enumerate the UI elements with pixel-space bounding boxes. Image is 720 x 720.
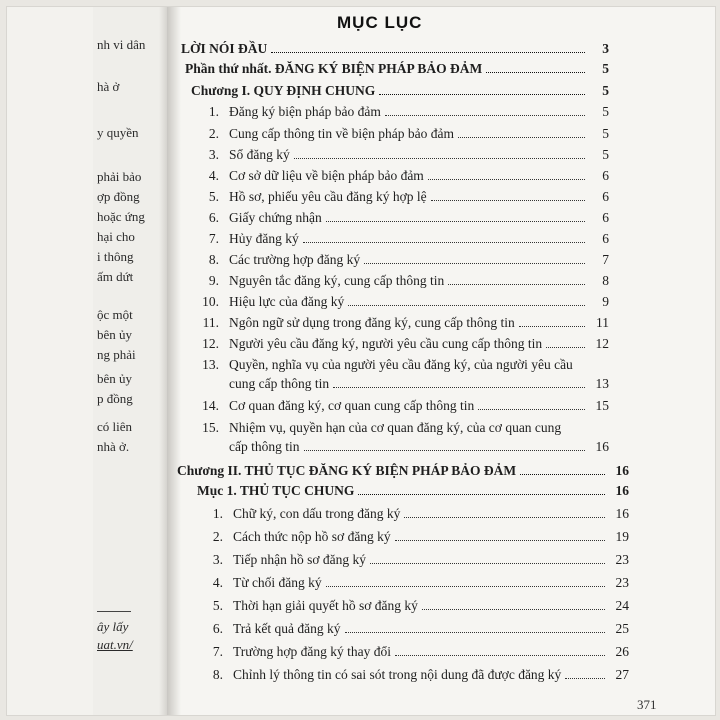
toc-entry-page: 5: [602, 61, 609, 76]
footnote-link: uat.vn/: [97, 637, 133, 652]
toc-entry-number: 2.: [208, 126, 219, 141]
toc-entry-label: Cách thức nộp hồ sơ đăng ký: [233, 529, 391, 544]
toc-entry-first-line: [193, 353, 609, 373]
photo-frame: [6, 6, 716, 716]
toc-entry-number: 4.: [208, 168, 219, 183]
toc-entry: [197, 502, 629, 522]
toc-entry-label: Tiếp nhận hồ sơ đăng ký: [233, 552, 367, 567]
toc-entry-page: 16: [615, 483, 629, 498]
leader-dots: [565, 678, 605, 679]
right-page: [167, 7, 715, 715]
toc-entry-label: Trả kết quả đăng ký: [233, 621, 341, 636]
toc-entry-page: 8: [602, 273, 609, 288]
toc-entry-number: 2.: [212, 529, 223, 544]
toc-entry-preface: [181, 37, 609, 57]
toc-entry-page: 7: [602, 252, 609, 267]
leader-dots: [304, 450, 586, 451]
toc-entry-page: 19: [615, 529, 629, 544]
toc-entry-page: 6: [602, 189, 609, 204]
leader-dots: [303, 242, 585, 243]
toc-entry-number: 6.: [208, 210, 219, 225]
toc-entry-number: 12.: [202, 336, 219, 351]
toc-entry: [193, 290, 609, 310]
toc-entry-label: Hiệu lực của đăng ký: [229, 294, 345, 309]
toc-entry-page: 26: [615, 644, 629, 659]
toc-entry-label-continued: cung cấp thông tin: [229, 376, 330, 391]
toc-entry-page: 16: [595, 439, 609, 454]
toc-entry-number: 5.: [208, 189, 219, 204]
toc-entry-label: Từ chối đăng ký: [233, 575, 322, 590]
leader-dots: [271, 52, 585, 53]
toc-entry: [193, 185, 609, 205]
toc-entry-page: 13: [595, 376, 609, 391]
leader-dots: [326, 586, 605, 587]
toc-entry-label: Cơ quan đăng ký, cơ quan cung cấp thông tin: [229, 398, 475, 413]
toc-entry-number: 3.: [208, 147, 219, 162]
toc-entry-page: 15: [595, 398, 609, 413]
toc-entry-page: 23: [615, 552, 629, 567]
toc-entry-number: 1.: [212, 506, 223, 521]
left-page-text: hà ở: [97, 79, 120, 94]
toc-entry-number: 9.: [208, 273, 219, 288]
toc-entry-continuation: [229, 372, 609, 392]
left-page-text: hại cho: [97, 229, 135, 244]
toc-entry-page: 16: [615, 506, 629, 521]
toc-entry: [193, 311, 609, 331]
left-page-text: ợp đồng: [97, 189, 140, 204]
toc-entry-label: Giấy chứng nhận: [229, 210, 322, 225]
toc-entry-label: Mục 1. THỦ TỤC CHUNG: [197, 483, 355, 498]
toc-entry-page: 5: [602, 126, 609, 141]
toc-entry-page: 24: [615, 598, 629, 613]
toc-entry-page: 6: [602, 210, 609, 225]
leader-dots: [486, 72, 585, 73]
toc-entry-label: Nhiệm vụ, quyền hạn của cơ quan đăng ký, của cơ quan cung: [229, 420, 562, 435]
toc-entry: [193, 100, 609, 120]
left-page: [93, 7, 169, 715]
toc-entry-continuation: [229, 435, 609, 455]
toc-entry-label: Chương II. THỦ TỤC ĐĂNG KÝ BIỆN PHÁP BẢO ĐẢM: [177, 463, 517, 478]
toc-entry-label: Người yêu cầu đăng ký, người yêu cầu cung cấp thông tin: [229, 336, 543, 351]
toc-entry-number: 3.: [212, 552, 223, 567]
page-number: 371: [637, 697, 657, 712]
leader-dots: [294, 158, 585, 159]
leader-dots: [422, 609, 605, 610]
leader-dots: [519, 326, 585, 327]
toc-entry-number: 8.: [212, 667, 223, 682]
toc-entry-label: Chữ ký, con dấu trong đăng ký: [233, 506, 401, 521]
left-page-text: nhà ở.: [97, 439, 130, 454]
leader-dots: [404, 517, 605, 518]
leader-dots: [520, 474, 605, 475]
toc-entry-page: 27: [615, 667, 629, 682]
toc-entry-label: Đăng ký biện pháp bảo đảm: [229, 104, 381, 119]
toc-entry-page: 11: [596, 315, 609, 330]
toc-entry: [197, 525, 629, 545]
toc-entry-label: Các trường hợp đăng ký: [229, 252, 361, 267]
toc-entry-label: Hủy đăng ký: [229, 231, 299, 246]
toc-entry: [193, 227, 609, 247]
leader-dots: [431, 200, 585, 201]
toc-entry-label: LỜI NÓI ĐẦU: [181, 41, 268, 56]
toc-entry-label: Trường hợp đăng ký thay đổi: [233, 644, 391, 659]
leader-dots: [448, 284, 585, 285]
toc-entry-page: 5: [602, 104, 609, 119]
toc-entry-page: 6: [602, 231, 609, 246]
toc-entry-page: 16: [615, 463, 629, 478]
leader-dots: [395, 655, 605, 656]
toc-entry-label-continued: cấp thông tin: [229, 439, 300, 454]
footnote-rule: [97, 611, 131, 612]
toc-entry-label: Sổ đăng ký: [229, 147, 290, 162]
toc-entry-page: 5: [602, 83, 609, 98]
toc-entry-page: 9: [602, 294, 609, 309]
toc-entry: [193, 248, 609, 268]
toc-entry-label: Thời hạn giải quyết hồ sơ đăng ký: [233, 598, 418, 613]
toc-entry-number: 13.: [202, 357, 219, 372]
toc-entry: [193, 394, 609, 414]
toc-entry: [197, 663, 629, 683]
toc-entry-page: 12: [595, 336, 609, 351]
toc-entry-number: 7.: [208, 231, 219, 246]
toc-entry-number: 14.: [202, 398, 219, 413]
leader-dots: [428, 179, 585, 180]
toc-entry-section: [197, 479, 629, 499]
toc-entry-label: Quyền, nghĩa vụ của người yêu cầu đăng ký, của người yêu cầu: [229, 357, 573, 372]
toc-entry-number: 4.: [212, 575, 223, 590]
leader-dots: [546, 347, 585, 348]
toc-entry: [193, 332, 609, 352]
leader-dots: [370, 563, 605, 564]
toc-entry-number: 1.: [208, 104, 219, 119]
toc-entry: [197, 548, 629, 568]
leader-dots: [358, 494, 605, 495]
leader-dots: [385, 115, 585, 116]
left-page-text: nh vi dân: [97, 37, 146, 52]
left-page-text: có liên: [97, 419, 133, 434]
toc-entry: [197, 571, 629, 591]
toc-entry: [197, 640, 629, 660]
toc-entry: [197, 594, 629, 614]
left-page-text: i thông: [97, 249, 134, 264]
leader-dots: [379, 94, 585, 95]
toc-entry-label: Cung cấp thông tin về biện pháp bảo đảm: [229, 126, 454, 141]
toc-entry-label: Phần thứ nhất. ĐĂNG KÝ BIỆN PHÁP BẢO ĐẢM: [185, 61, 483, 76]
toc-entry-chapter: [191, 79, 609, 99]
leader-dots: [364, 263, 585, 264]
toc-entry: [193, 164, 609, 184]
toc-entry-part: [185, 57, 609, 77]
toc-entry: [193, 143, 609, 163]
toc-title: MỤC LỤC: [337, 13, 423, 32]
left-page-text: ộc một: [97, 307, 133, 322]
footnote-text: ây lấy: [97, 619, 129, 634]
toc-entry-number: 8.: [208, 252, 219, 267]
toc-entry-page: 3: [602, 41, 609, 56]
leader-dots: [395, 540, 605, 541]
leader-dots: [348, 305, 585, 306]
left-page-text: bên ủy: [97, 327, 133, 342]
toc-entry: [193, 122, 609, 142]
toc-entry-number: 11.: [202, 315, 219, 330]
toc-entry-number: 6.: [212, 621, 223, 636]
left-page-text: ấm dứt: [97, 269, 134, 284]
toc-entry: [193, 206, 609, 226]
toc-entry-label: Chương I. QUY ĐỊNH CHUNG: [191, 83, 376, 98]
toc-entry-label: Cơ sở dữ liệu về biện pháp bảo đảm: [229, 168, 424, 183]
leader-dots: [333, 387, 585, 388]
toc-entry-page: 6: [602, 168, 609, 183]
left-page-text: ng phải: [97, 347, 136, 362]
toc-entry-label: Ngôn ngữ sử dụng trong đăng ký, cung cấp thông tin: [229, 315, 515, 330]
toc-entry-number: 7.: [212, 644, 223, 659]
leader-dots: [458, 137, 585, 138]
left-page-text: phải bảo: [97, 169, 142, 184]
toc-entry-number: 10.: [202, 294, 219, 309]
gutter-shadow: [167, 7, 181, 715]
left-page-text: hoặc ứng: [97, 209, 145, 224]
toc-entry: [197, 617, 629, 637]
toc-entry-number: 5.: [212, 598, 223, 613]
toc-entry-page: 25: [615, 621, 629, 636]
left-page-text: bên ủy: [97, 371, 133, 386]
toc-entry-label: Nguyên tắc đăng ký, cung cấp thông tin: [229, 273, 445, 288]
left-page-text: y quyền: [97, 125, 139, 140]
leader-dots: [326, 221, 585, 222]
toc-entry-page: 5: [602, 147, 609, 162]
toc-entry-number: 15.: [202, 420, 219, 435]
left-page-text: p đồng: [97, 391, 133, 406]
leader-dots: [478, 409, 585, 410]
toc-entry-chapter: [177, 459, 629, 479]
toc-entry-first-line: [193, 416, 609, 436]
toc-entry-page: 23: [615, 575, 629, 590]
leader-dots: [345, 632, 606, 633]
toc-entry-label: Hồ sơ, phiếu yêu cầu đăng ký hợp lệ: [229, 189, 427, 204]
toc-entry: [193, 269, 609, 289]
toc-entry-label: Chỉnh lý thông tin có sai sót trong nội dung đã được đăng ký: [233, 667, 562, 682]
